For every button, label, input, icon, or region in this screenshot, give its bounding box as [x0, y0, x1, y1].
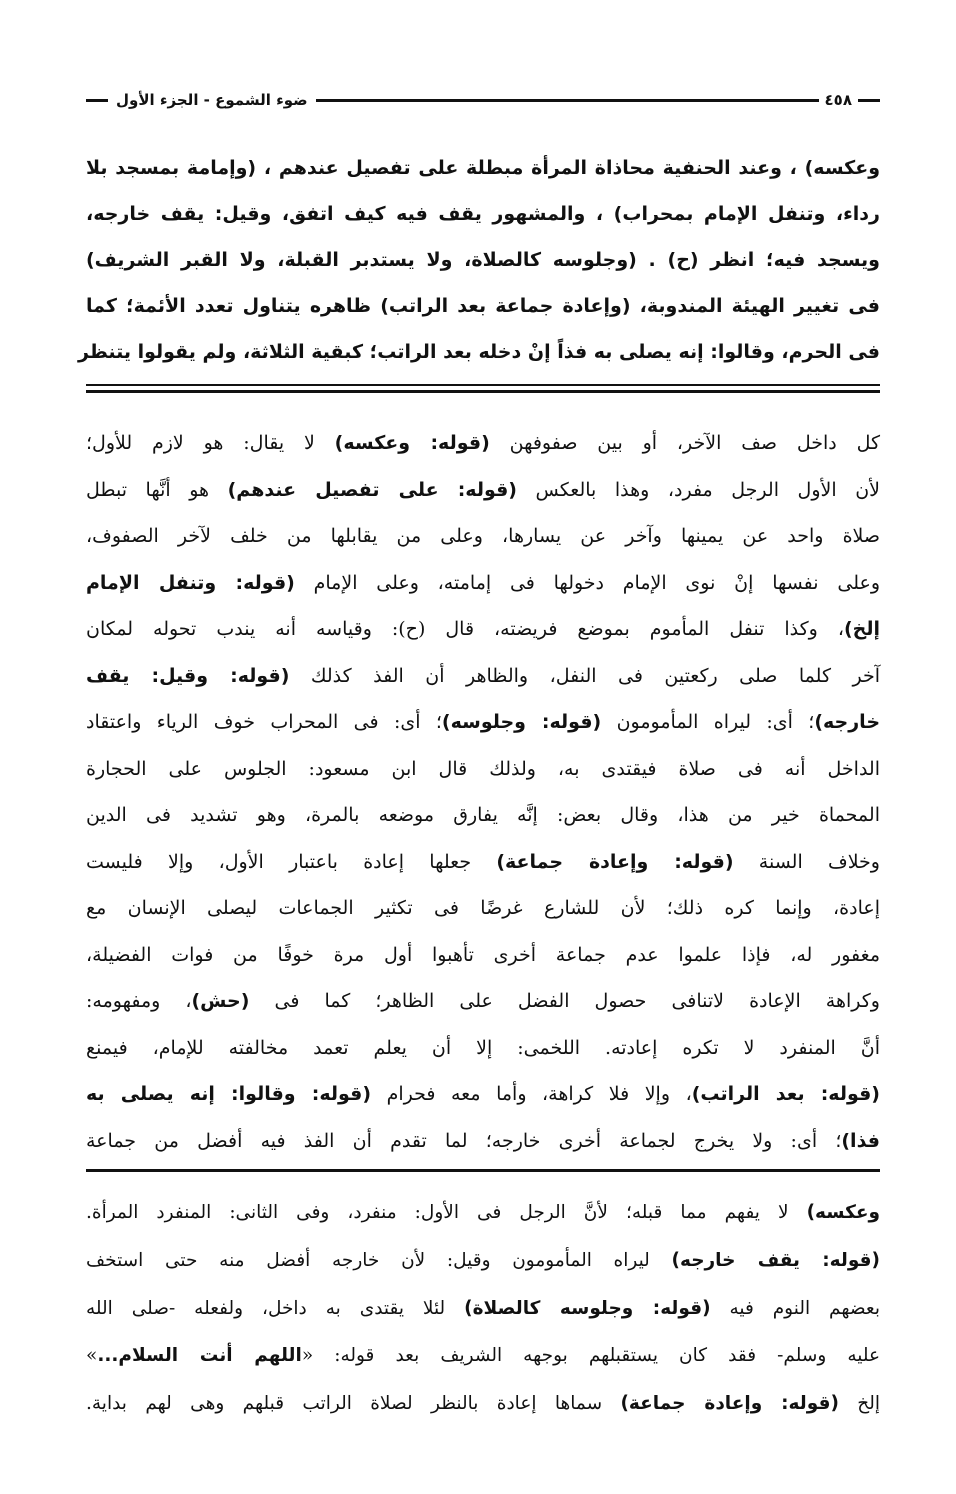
- running-header: [86, 88, 880, 112]
- bold-quote: فذا): [841, 1129, 880, 1152]
- commentary-line: [86, 467, 880, 514]
- text-run: كل داخل صف الآخر، أو بين صفوفهن: [489, 432, 881, 454]
- text-run: لا يقال: هو لازم للأول؛: [86, 432, 335, 454]
- commentary-line: [86, 1071, 880, 1118]
- text-run: أنَّ المنفرد لا تكره إعادته. اللخمى: إلا أن يعلم تعمد مخالفته للإمام، فيمنع: [86, 1036, 880, 1059]
- footnotes-line: [86, 1332, 880, 1380]
- bold-quote: (قوله: وقيل: يقف: [86, 664, 290, 687]
- commentary-line: [86, 792, 880, 839]
- footnotes-line: [86, 1189, 880, 1237]
- bold-quote: وعكسه): [806, 1202, 880, 1223]
- bold-quote: خارجه): [814, 711, 881, 733]
- text-run: لئلا يقتدى به داخل، ولفعله -صلى الله: [86, 1297, 465, 1319]
- commentary-line: [86, 885, 880, 932]
- text-run: ، ومفهومه:: [86, 990, 192, 1012]
- main_text-line: [86, 283, 880, 329]
- commentary-line: [86, 699, 880, 746]
- text-run: ليراه المأمومون وقيل: لأن خارجه أفضل منه حتى استخف: [86, 1249, 672, 1271]
- text-run: سماها إعادة بالنظر لصلاة الراتب قبلهم وهى لهم بداية.: [86, 1393, 621, 1415]
- commentary-line: [86, 978, 880, 1025]
- main_text-line: [86, 191, 880, 237]
- text-run: لأن الأول الرجل مفرد، وهذا بالعكس: [517, 478, 880, 501]
- text-run: إعادة، وإنما كره ذلك؛ لأن للشارع غرضًا فى تكثير الجماعات ليصلى الإنسان مع: [86, 897, 880, 919]
- main_text-line: [78, 329, 880, 375]
- commentary-line: [86, 839, 880, 886]
- main-text: [78, 145, 880, 375]
- main_text-line: [86, 145, 880, 191]
- main_text-line: [86, 237, 880, 283]
- text-run: وكراهة الإعادة لاتنافى حصول الفضل على الظاهر؛ كما فى: [249, 990, 880, 1012]
- text-run: المحماة خير من هذا، وقال بعض: إنَّه يفارق موضعه بالمرة، وهو تشديد فى الدين: [86, 804, 880, 826]
- bold-quote: اللهم أنت السلام...: [97, 1345, 302, 1367]
- bold-quote: فى تغيير الهيئة المندوبة، (وإعادة جماعة بعد الراتب) ظاهره يتناول تعدد الأئمة؛ كما: [86, 295, 880, 317]
- text-run: الداخل أنه فى صلاة فيقتدى به، ولذلك قال ابن مسعود: الجلوس على الحجارة: [86, 757, 880, 780]
- text-run: ، وكذا تنفل المأموم بموضع فريضته، قال (ح): وقياسه أنه يندب تحوله لمكان: [86, 618, 844, 640]
- text-run: ؛ أى: فى المحراب خوف الرياء واعتقاد: [86, 711, 442, 733]
- commentary-line: [86, 1025, 880, 1072]
- double-rule-divider: [86, 384, 880, 393]
- bold-quote: إلخ): [843, 618, 880, 640]
- header-dash: [858, 99, 880, 102]
- bold-quote: (قوله: وإعادة جماعة): [620, 1393, 839, 1415]
- footnotes-text: [86, 1189, 880, 1428]
- commentary-line: [86, 513, 880, 560]
- text-run: صلاة واحد عن يمينها وآخر عن يسارها، وعلى من يقابلها من خلف لآخر الصفوف،: [86, 525, 880, 547]
- bold-quote: (قوله: وإعادة جماعة): [496, 850, 734, 873]
- text-run: بعضهم النوم فيه: [710, 1297, 880, 1319]
- bold-quote: فى الحرم، وقالوا: إنه يصلى به فذاً إنْ دخله بعد الراتب؛ كبقية الثلاثة، ولم يقولوا يتنظر: [78, 341, 880, 363]
- commentary-line: [86, 653, 880, 700]
- text-run: وخلاف السنة: [733, 850, 880, 873]
- text-run: آخر كلما صلى ركعتين فى النفل، والظاهر أن الفذ كذلك: [289, 664, 880, 687]
- bold-quote: (حش): [191, 990, 250, 1012]
- bold-quote: (قوله: وجلوسه): [441, 711, 602, 733]
- text-run: »: [86, 1345, 98, 1367]
- commentary-line: [86, 932, 880, 979]
- running-title: ضوء الشموع - الجزء الأول: [116, 91, 308, 109]
- text-run: جعلها إعادة باعتبار الأول، وإلا فليست: [86, 850, 497, 873]
- text-run: ؛ أى: ولا يخرج لجماعة أخرى خارجه؛ لما تقدم أن الفذ فيه أفضل من جماعة: [86, 1129, 842, 1152]
- bold-quote: (قوله: على تفصيل عندهم): [227, 478, 517, 501]
- text-run: ، وإلا فلا كراهة، وأما معه فحرام: [371, 1083, 692, 1105]
- page-number: ٤٥٨: [824, 91, 852, 109]
- header-rule: [316, 99, 819, 102]
- bold-quote: (قوله: وتنفل الإمام: [86, 571, 295, 594]
- footnotes-line: [86, 1380, 880, 1428]
- header-dash: [86, 99, 108, 102]
- text-run: عليه وسلم- فقد كان يستقبلهم بوجهه الشريف بعد قوله: «: [301, 1345, 880, 1367]
- bold-quote: (قوله: وقالوا: إنه يصلى به: [86, 1083, 372, 1105]
- commentary-line: [86, 746, 880, 793]
- bold-quote: (قوله: وجلوسه كالصلاة): [464, 1297, 711, 1319]
- commentary-line: [86, 420, 880, 467]
- commentary-line: [86, 606, 880, 653]
- text-run: ؛ أى: ليراه المأمومون: [601, 711, 815, 733]
- bold-quote: (قوله: بعد الراتب): [691, 1083, 880, 1105]
- footnotes-line: [86, 1237, 880, 1285]
- bold-quote: رداء، وتنفل الإمام بمحراب) ، والمشهور يقف فيه كيف اتفق، وقيل: يقف خارجه،: [86, 203, 880, 225]
- footnotes-line: [86, 1285, 880, 1333]
- bold-quote: ويسجد فيه؛ انظر (ح) . (وجلوسه كالصلاة، ولا يستدبر القبلة، ولا القبر الشريف): [86, 249, 880, 271]
- commentary-line: [86, 1118, 880, 1165]
- commentary-line: [86, 560, 880, 607]
- text-run: مغفور له، فإذا علموا عدم جماعة أخرى تأهبوا أول مرة خوفًا من فوات الفضيلة،: [86, 943, 880, 966]
- bold-quote: وعكسه) ، وعند الحنفية محاذاة المرأة مبطلة على تفصيل عندهم ، (وإمامة بمسجد بلا: [86, 157, 880, 179]
- text-run: هو أنَّها تبطل: [86, 478, 228, 501]
- text-run: لا يفهم مما قبله؛ لأنَّ الرجل فى الأول: منفرد، وفى الثانى: المنفرد المرأة.: [86, 1202, 807, 1223]
- text-run: وعلى نفسها إنْ نوى الإمام دخولها فى إمامته، وعلى الإمام: [294, 571, 881, 594]
- rule-divider: [86, 1169, 880, 1172]
- bold-quote: (قوله: يقف خارجه): [671, 1249, 881, 1271]
- commentary-text: [86, 420, 880, 1164]
- text-run: إلخ: [838, 1393, 880, 1415]
- bold-quote: (قوله: وعكسه): [334, 432, 490, 454]
